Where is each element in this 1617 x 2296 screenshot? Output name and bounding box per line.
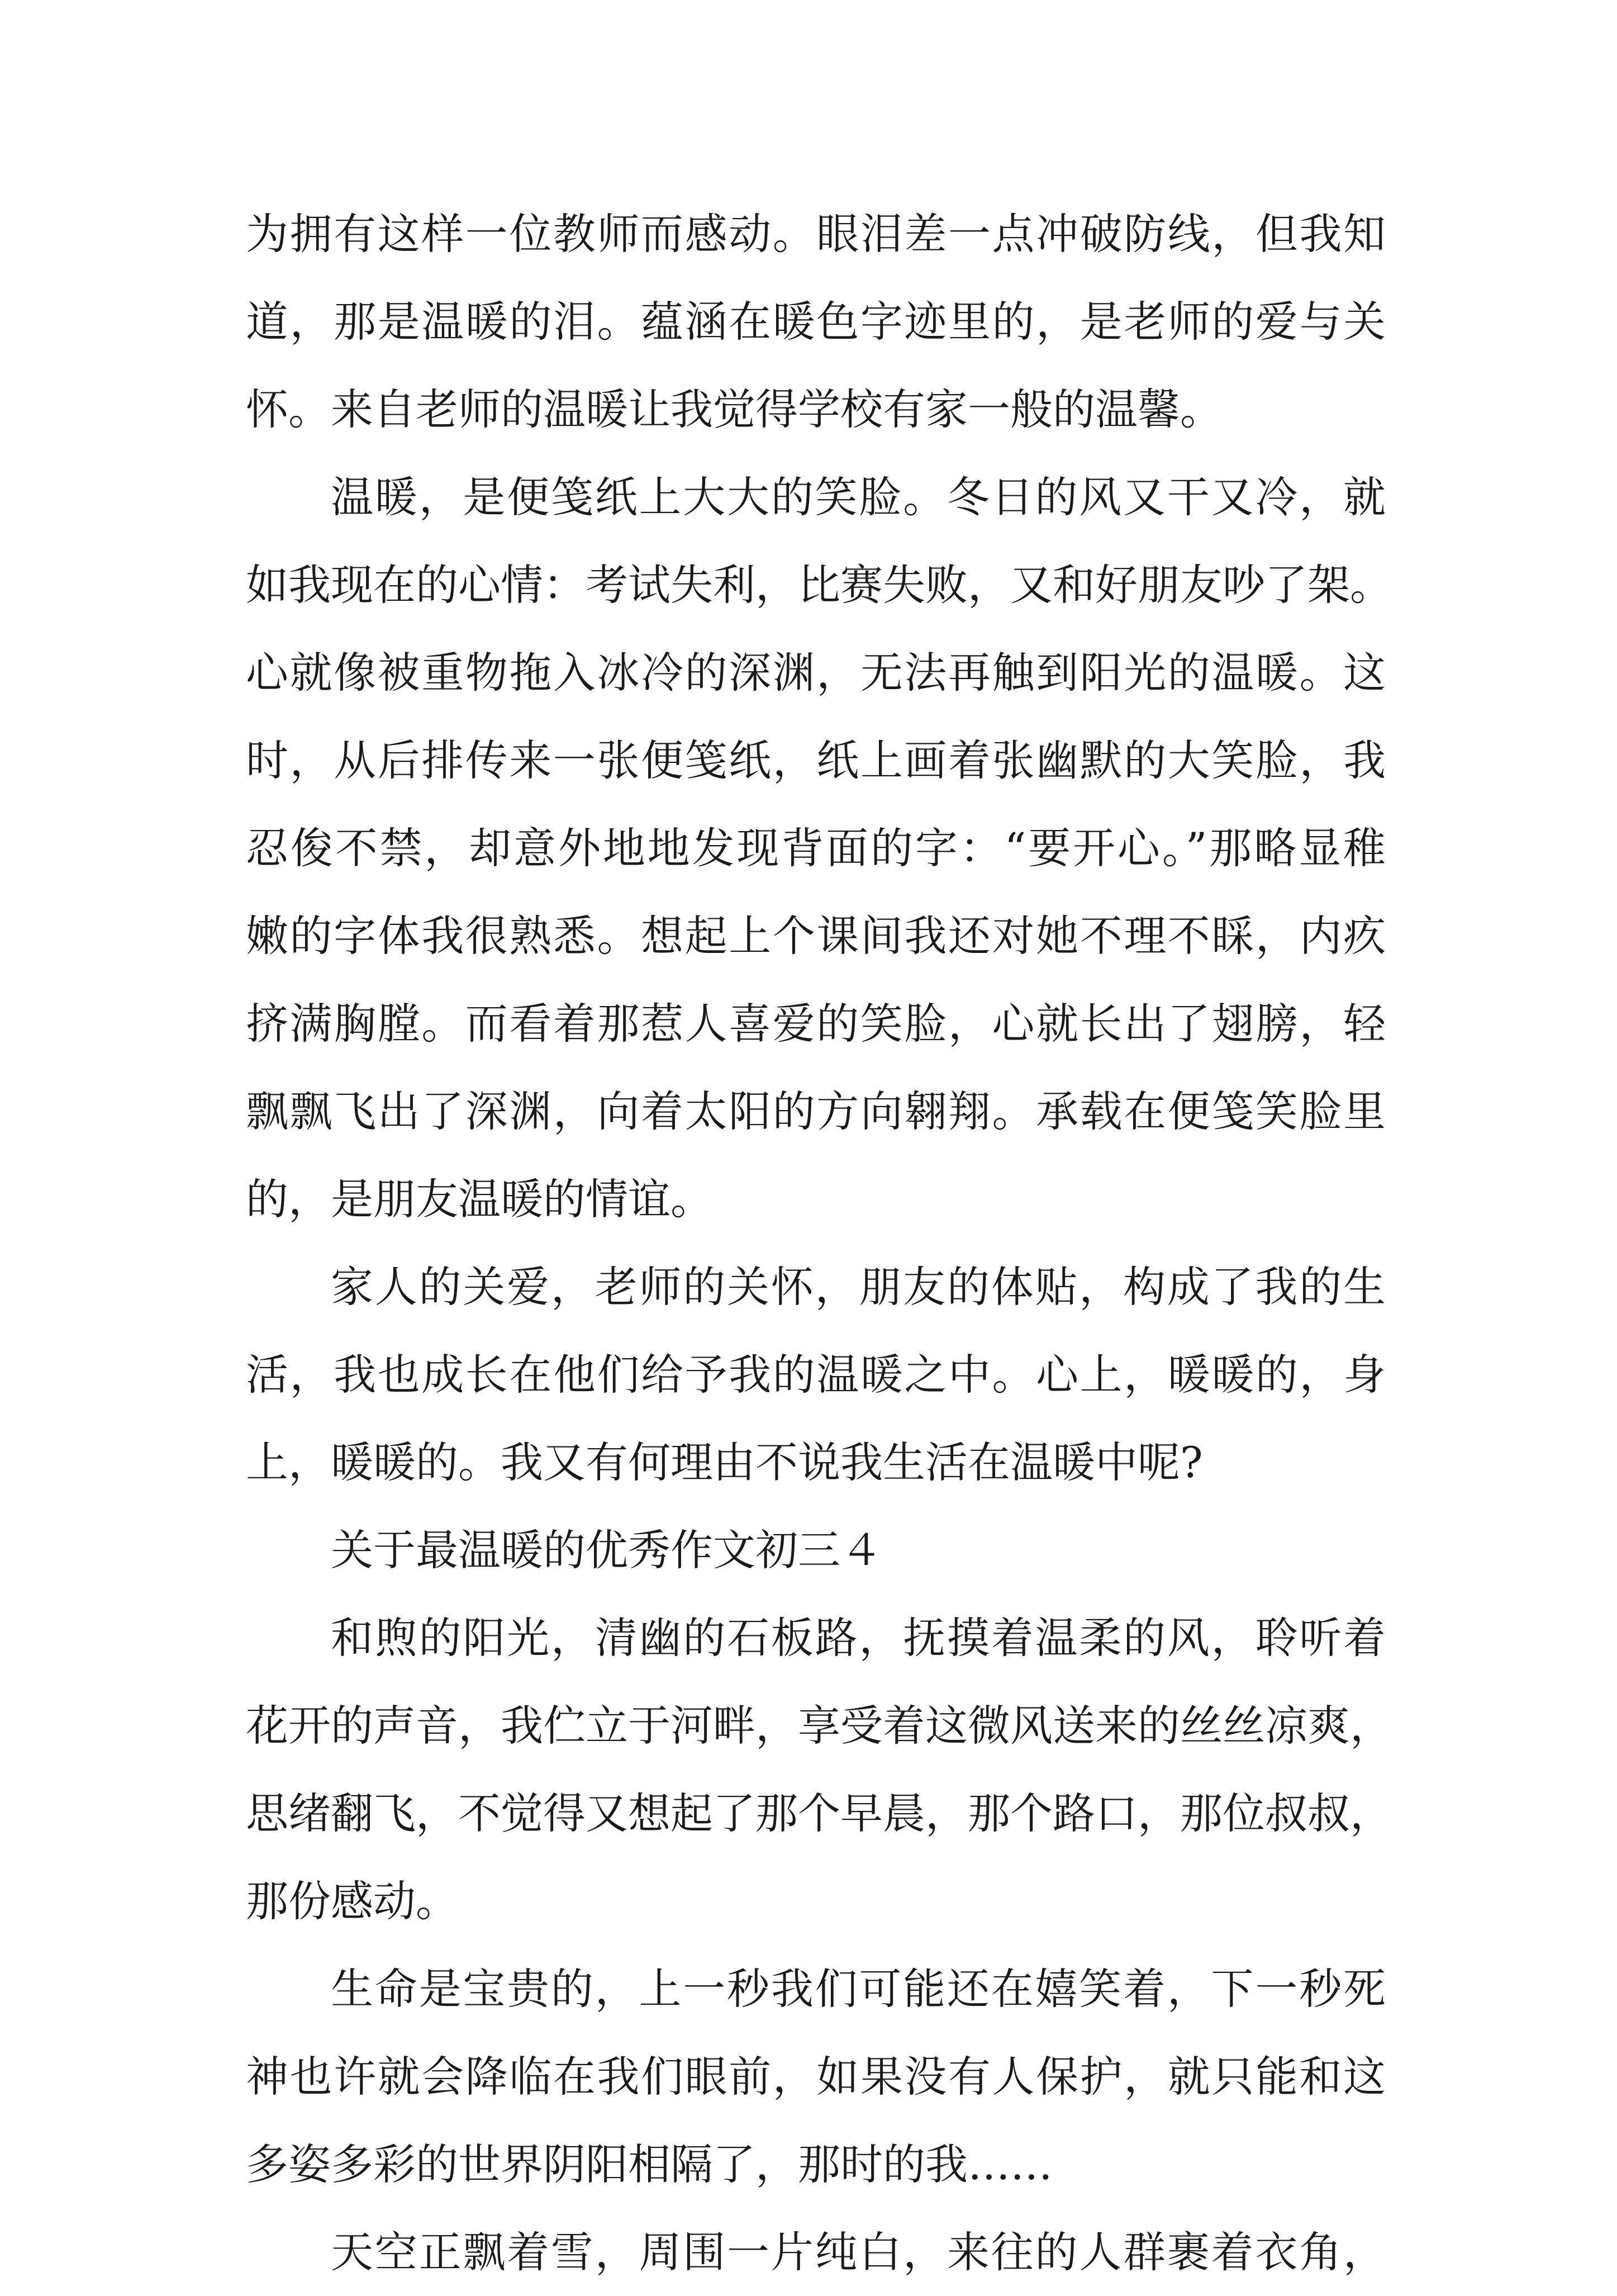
text-line: 生命是宝贵的，上一秒我们可能还在嬉笑着，下一秒死 bbox=[331, 1964, 1386, 2014]
text-line: 关于最温暖的优秀作文初三４ bbox=[331, 1525, 883, 1575]
paragraph bbox=[246, 1945, 1386, 2208]
paragraph bbox=[246, 190, 1386, 453]
paragraph bbox=[246, 2208, 1386, 2296]
text-line: 的，是朋友温暖的情谊。 bbox=[246, 1174, 713, 1224]
text-line: 挤满胸膛。而看着那惹人喜爱的笑脸，心就长出了翅膀，轻 bbox=[246, 999, 1386, 1049]
text-line: 那份感动。 bbox=[246, 1876, 458, 1926]
text-line: 飘飘飞出了深渊，向着太阳的方向翱翔。承载在便笺笑脸里 bbox=[246, 1087, 1386, 1136]
text-line: 天空正飘着雪，周围一片纯白，来往的人群裹着衣角， bbox=[331, 2227, 1386, 2277]
text-line: 时，从后排传来一张便笺纸，纸上画着张幽默的大笑脸，我 bbox=[246, 736, 1386, 785]
text-line: 上，暖暖的。我又有何理由不说我生活在温暖中呢? bbox=[246, 1438, 1203, 1487]
section-heading bbox=[246, 1506, 1386, 1594]
text-line: 如我现在的心情：考试失利，比赛失败，又和好朋友吵了架。 bbox=[246, 560, 1392, 610]
text-line: 活，我也成长在他们给予我的温暖之中。心上，暖暖的，身 bbox=[246, 1350, 1386, 1400]
paragraph bbox=[246, 453, 1392, 1243]
text-line: 忍俊不禁，却意外地地发现背面的字：“要开心。”那略显稚 bbox=[246, 823, 1386, 873]
text-line: 为拥有这样一位教师而感动。眼泪差一点冲破防线，但我知 bbox=[246, 209, 1386, 259]
text-line: 多姿多彩的世界阴阳相隔了，那时的我…… bbox=[246, 2140, 1053, 2189]
text-line: 神也许就会降临在我们眼前，如果没有人保护，就只能和这 bbox=[246, 2052, 1386, 2101]
document-page bbox=[246, 190, 1392, 2296]
text-line: 和煦的阳光，清幽的石板路，抚摸着温柔的风，聆听着 bbox=[331, 1613, 1386, 1663]
text-line: 道，那是温暖的泪。蕴涵在暖色字迹里的，是老师的爱与关 bbox=[246, 297, 1386, 347]
text-line: 怀。来自老师的温暖让我觉得学校有家一般的温馨。 bbox=[246, 385, 1223, 434]
text-line: 花开的声音，我伫立于河畔，享受着这微风送来的丝丝凉爽， bbox=[246, 1701, 1392, 1751]
text-line: 思绪翻飞，不觉得又想起了那个早晨，那个路口，那位叔叔， bbox=[246, 1789, 1392, 1838]
text-line: 心就像被重物拖入冰冷的深渊，无法再触到阳光的温暖。这 bbox=[246, 648, 1386, 698]
text-line: 家人的关爱，老师的关怀，朋友的体贴，构成了我的生 bbox=[331, 1262, 1386, 1312]
paragraph bbox=[246, 1243, 1386, 1506]
paragraph bbox=[246, 1594, 1392, 1945]
text-line: 嫩的字体我很熟悉。想起上个课间我还对她不理不睬，内疚 bbox=[246, 911, 1386, 961]
text-line: 温暖，是便笺纸上大大的笑脸。冬日的风又干又冷，就 bbox=[331, 472, 1386, 522]
